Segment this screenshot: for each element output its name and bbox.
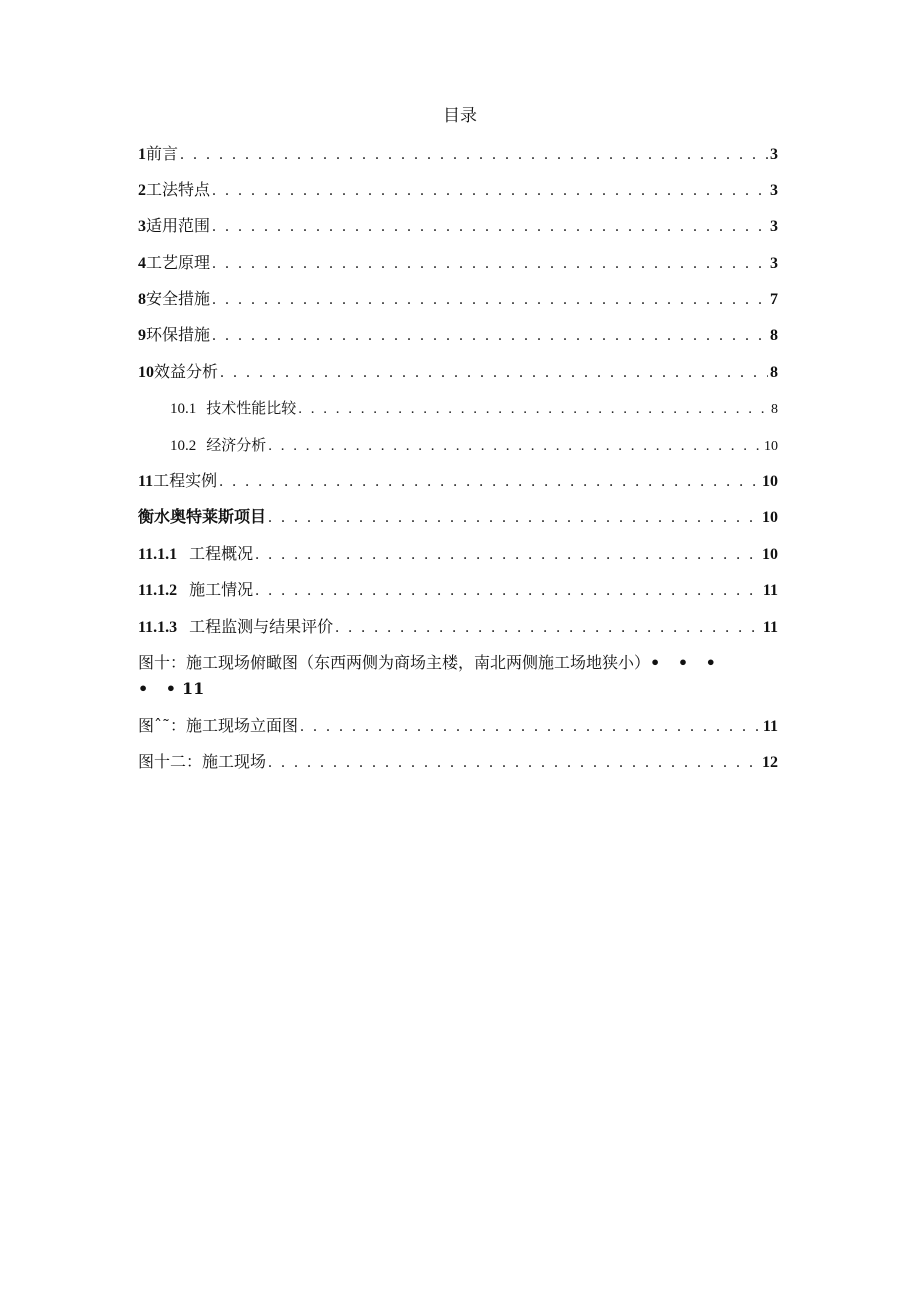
toc-entry[interactable]	[138, 287, 778, 311]
toc-entry[interactable]	[138, 615, 778, 639]
toc-leader	[268, 434, 762, 458]
toc-figure-label: 图十：施工现场俯瞰图（东西两侧为商场主楼，南北两侧施工场地狭小）	[138, 653, 651, 672]
toc-entry-label: 适用范围	[146, 216, 211, 235]
toc-entry-page: 7	[770, 291, 778, 308]
toc-entry-label: 工程实例	[153, 471, 218, 490]
toc-entry-page: 8	[770, 327, 778, 344]
toc-entry-label: 工法特点	[146, 180, 211, 199]
toc-entry-page: 11	[762, 619, 778, 636]
toc-leader	[212, 324, 768, 348]
toc-entry-page: 11	[762, 718, 778, 735]
toc-leader	[219, 470, 760, 494]
toc-leader	[255, 543, 760, 567]
toc-figure-label: 图ˆ˜：施工现场立面图	[138, 716, 299, 735]
toc-leader	[212, 252, 768, 276]
toc-leader	[212, 215, 768, 239]
toc-entry-number: 4	[138, 255, 146, 272]
toc-entry-label: 经济分析	[206, 436, 267, 454]
toc-leader	[212, 179, 768, 203]
toc-leader	[268, 751, 760, 775]
toc-leader: • •	[138, 679, 183, 698]
toc-entry-label: 衡水奥特莱斯项目	[138, 507, 267, 526]
toc-entry-number: 11.1.3	[138, 619, 178, 636]
toc-entry-number: 10.2	[170, 438, 197, 454]
toc-entry[interactable]	[138, 214, 778, 238]
toc-entry[interactable]	[138, 578, 778, 602]
toc-figure-label: 图十二：施工现场	[138, 752, 267, 771]
toc-figure-entry[interactable]	[138, 650, 783, 702]
toc-leader	[268, 506, 760, 530]
toc-leader	[220, 361, 768, 385]
toc-entry[interactable]	[138, 505, 778, 529]
toc-entry[interactable]	[138, 469, 778, 493]
toc-entry[interactable]	[138, 178, 778, 202]
toc-entry-page: 12	[762, 754, 778, 771]
toc-entry-label: 效益分析	[154, 362, 219, 381]
toc-entry-page: 8	[771, 402, 778, 417]
toc-figure-entry[interactable]	[138, 714, 778, 738]
toc-entry-label: 安全措施	[146, 289, 211, 308]
toc-leader	[180, 143, 768, 167]
toc-entry-page: 3	[770, 146, 778, 163]
toc-entry-label: 工程概况	[189, 544, 254, 563]
toc-entry-page: 10	[762, 509, 778, 526]
toc-entry-number: 11.1.2	[138, 582, 178, 599]
toc-entry-number: 10	[138, 364, 154, 381]
toc-entry-page: 10	[762, 473, 778, 490]
toc-entry-number: 2	[138, 182, 146, 199]
toc-leader	[298, 397, 769, 421]
toc-entry-page: 10	[764, 439, 778, 454]
toc-subentry[interactable]	[170, 396, 778, 420]
toc-entry-page: 10	[762, 546, 778, 563]
toc-entry-number: 3	[138, 218, 146, 235]
toc-entry-page: 11	[182, 679, 205, 698]
toc-leader	[212, 288, 768, 312]
toc-entry-number: 11	[138, 473, 154, 490]
toc-figure-entry[interactable]	[138, 750, 778, 774]
toc-entry-page: 8	[770, 364, 778, 381]
toc-entry-label: 工程监测与结果评价	[189, 617, 334, 636]
toc-entry[interactable]	[138, 542, 778, 566]
toc-leader	[335, 616, 761, 640]
toc-leader	[300, 715, 761, 739]
toc-entry-number: 11.1.1	[138, 546, 178, 563]
toc-entry-page: 3	[770, 218, 778, 235]
toc-entry[interactable]	[138, 360, 778, 384]
toc-entry-number: 1	[138, 146, 146, 163]
toc-subentry[interactable]	[170, 433, 778, 457]
toc-entry-number: 8	[138, 291, 146, 308]
toc-entry[interactable]	[138, 251, 778, 275]
toc-entry-label: 技术性能比较	[206, 399, 297, 417]
toc-leader: • • •	[650, 653, 722, 672]
toc-entry-label: 施工情况	[189, 580, 254, 599]
toc-entry-page: 3	[770, 255, 778, 272]
toc-entry[interactable]	[138, 142, 778, 166]
toc-entry-label: 工艺原理	[146, 253, 211, 272]
toc-entry-label: 前言	[146, 144, 179, 163]
toc-leader	[255, 579, 761, 603]
toc-entry[interactable]	[138, 323, 778, 347]
toc-entry-number: 10.1	[170, 401, 197, 417]
toc-title: 目录	[443, 106, 477, 126]
toc-entry-page: 3	[770, 182, 778, 199]
toc-entry-page: 11	[762, 582, 778, 599]
toc-entry-label: 环保措施	[146, 325, 211, 344]
toc-entry-number: 9	[138, 327, 146, 344]
